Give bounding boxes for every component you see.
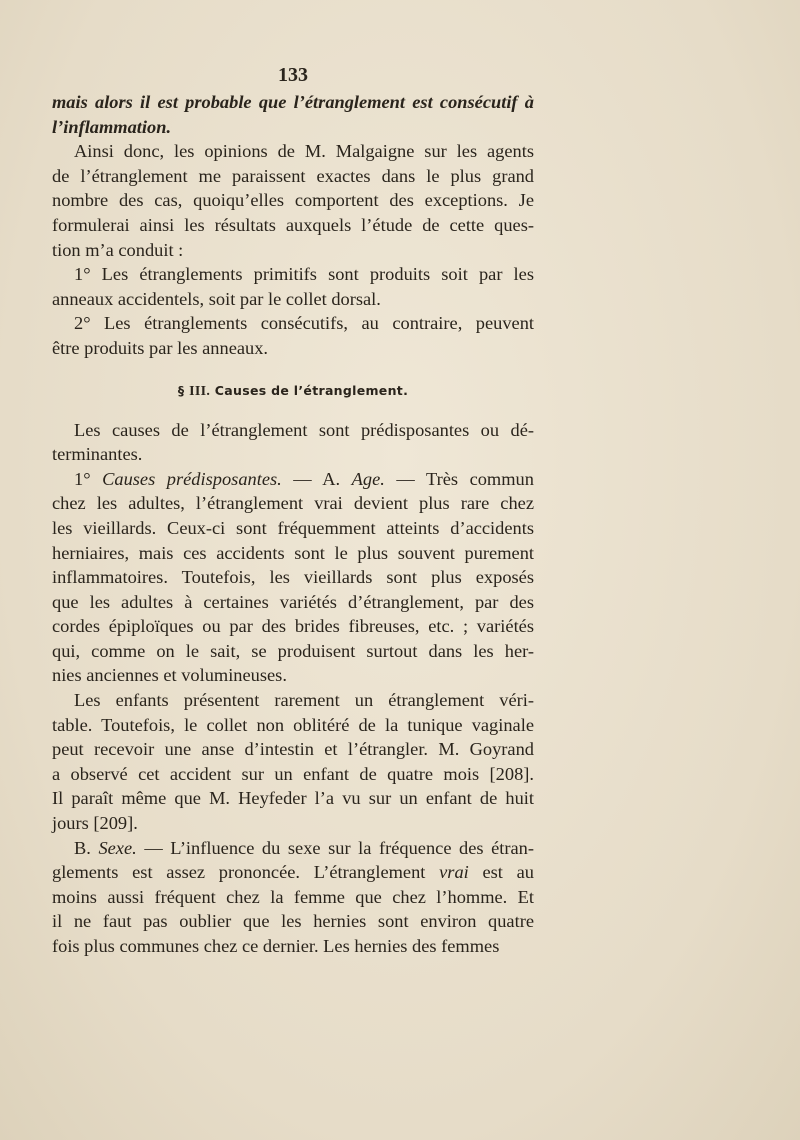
text-line: nies anciennes et volumineuses. [52,665,287,686]
paragraph-enfants [52,688,534,836]
text-line: peut recevoir une anse d’intestin et l’étrangler. M. Goyrand [52,739,534,760]
text-line: moins aussi fréquent chez la femme que chez l’homme. Et [52,886,534,907]
text-line: cordes épiploïques ou par des brides fibreuses, etc. ; variétés [52,616,534,637]
text-line: Les enfants présentent rarement un étranglement véri- [74,690,534,711]
text-line: 1° Les étranglements primitifs sont produits soit par les [74,264,534,285]
section-heading [52,383,534,400]
text-line: que les adultes à certaines variétés d’étranglement, par des [52,591,534,612]
text-line: mais alors il est probable que l’étranglement est consécutif à [52,92,534,112]
text-block [52,60,534,959]
text-fragment: — Très commun [396,468,534,489]
paragraph-consecutifs [52,311,534,360]
text-line: Ainsi donc, les opinions de M. Malgaigne sur les agents [74,141,534,162]
text-line: Les causes de l’étranglement sont prédisposantes ou dé- [74,419,534,440]
intro-paragraph [52,90,534,139]
list-number: 1° [74,468,91,489]
list-letter: B. [74,837,91,858]
emphasis-vrai: vrai [439,862,469,883]
text-line: de l’étranglement me paraissent exactes dans le plus grand [52,165,534,186]
page-number: 133 [278,64,308,86]
subheading-causes: Causes prédisposantes. [102,468,282,489]
text-fragment: — L’influence du sexe sur la fréquence des étran- [144,837,535,858]
text-line: formulerai ainsi les résultats auxquels l’étude de cette ques- [52,214,534,235]
text-line: inflammatoires. Toutefois, les vieillards sont plus exposés [52,567,534,588]
text-line: terminantes. [52,444,143,465]
text-line: table. Toutefois, le collet non oblitéré de la tunique vaginale [52,714,534,735]
section-roman: III. [189,383,211,399]
text-line [52,467,534,492]
dash-label: — A. [293,468,341,489]
subheading-sexe: Sexe. [98,837,137,858]
text-fragment: est au [482,862,534,883]
text-line: Il paraît même que M. Heyfeder l’a vu sur un enfant de huit [52,788,534,809]
text-line: être produits par les anneaux. [52,337,269,358]
paragraph-causes [52,418,534,467]
text-line: qui, comme on le sait, se produisent surtout dans les her- [52,640,534,661]
subheading-age: Age. [351,468,385,489]
text-line: l’inflammation. [52,116,172,137]
section-symbol: § [177,382,185,398]
text-line: nombre des cas, quoiqu’elles comportent des exceptions. Je [52,190,534,211]
text-line: jours [209]. [52,813,138,834]
paragraph-primitifs [52,262,534,311]
text-line: herniaires, mais ces accidents sont le plus souvent purement [52,542,534,563]
section-title: Causes de l’étranglement. [214,382,409,398]
text-line: fois plus communes chez ce dernier. Les hernies des femmes [52,936,500,956]
text-line [52,836,534,861]
text-line: a observé cet accident sur un enfant de quatre mois [208]. [52,763,534,784]
paragraph-malgaigne [52,139,534,262]
text-line: tion m’a conduit : [52,239,184,260]
paragraph-age [52,467,534,688]
text-line: anneaux accidentels, soit par le collet dorsal. [52,288,381,309]
text-fragment: glements est assez prononcée. L’étranglement [52,862,426,883]
text-line: 2° Les étranglements consécutifs, au contraire, peuvent [74,313,534,334]
text-line: les vieillards. Ceux-ci sont fréquemment atteints d’accidents [52,517,534,538]
paragraph-sexe [52,836,534,959]
text-line: chez les adultes, l’étranglement vrai devient plus rare chez [52,493,534,514]
text-line [52,860,534,885]
text-line: il ne faut pas oublier que les hernies sont environ quatre [52,911,534,932]
